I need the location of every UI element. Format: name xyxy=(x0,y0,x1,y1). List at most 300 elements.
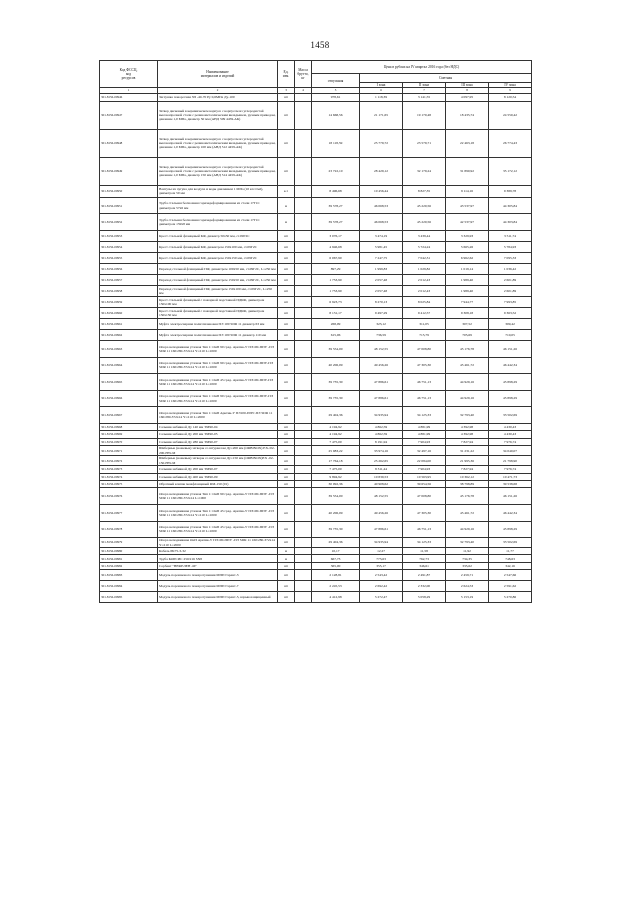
row-price-zone-2: 4 881,99 xyxy=(403,423,446,430)
row-price-zone-3: 45 461,72 xyxy=(446,504,489,521)
row-price-zone-1: 8 191,94 xyxy=(360,438,403,445)
row-price-zone-2: 715,79 xyxy=(403,330,446,341)
row-price-zone-4: 9 389,78 xyxy=(489,185,532,197)
row-price-zone-4: 2 547,66 xyxy=(489,570,532,581)
row-mass xyxy=(295,423,312,430)
row-price-zone-4: 2 601,89 xyxy=(489,275,532,286)
row-code: 301-8156-00972 xyxy=(100,456,158,466)
row-code: 301-8156-00961 xyxy=(100,319,158,330)
row-code: 301-8156-00962 xyxy=(100,330,158,341)
row-mass xyxy=(295,504,312,521)
row-mass xyxy=(295,592,312,603)
row-mass xyxy=(295,538,312,548)
row-price-zone-1: 4 862,59 xyxy=(360,423,403,430)
table-row xyxy=(100,480,532,487)
row-mass xyxy=(295,286,312,297)
row-price-zone-3: 42 537,97 xyxy=(446,214,489,231)
row-name: Опора неподвижная угловая Тип 1: ОнП Арктик-У ПЭ100-ППУ-ПЭ SDR 11 160/280-372х14 Y=210 L=2000 xyxy=(158,407,278,424)
row-unit: шт xyxy=(278,286,295,297)
row-mass xyxy=(295,341,312,358)
row-price-base: 29 404,36 xyxy=(312,407,360,424)
row-price-base: 39 735,30 xyxy=(312,374,360,391)
row-price-zone-4: 309,42 xyxy=(489,319,532,330)
row-price-base: 10,17 xyxy=(312,548,360,555)
table-row xyxy=(100,101,532,129)
row-price-zone-4: 3 511,74 xyxy=(489,231,532,242)
row-name: Опора неподвижная угловая Тип 1: ОнП 45 град. Арктик-У ПЭ100-ППУ -ПЭ SDR 11 160/280-372х14 Y=210 L=1000 xyxy=(158,504,278,521)
row-price-zone-4: 10 471,73 xyxy=(489,473,532,480)
row-code: 301-8156-00983 xyxy=(100,570,158,581)
row-price-zone-1: 2 057,48 xyxy=(360,275,403,286)
row-price-zone-1: 47 886,61 xyxy=(360,521,403,538)
row-price-zone-2: 45 220,56 xyxy=(403,214,446,231)
row-price-base: 978,61 xyxy=(312,93,360,101)
row-mass xyxy=(295,93,312,101)
row-name: Заглушка поворотная ЗП -40-70 Py 0,6МПа Ду-100 xyxy=(158,93,278,101)
row-price-zone-1: 49 456,26 xyxy=(360,504,403,521)
row-mass xyxy=(295,101,312,129)
table-row xyxy=(100,466,532,473)
row-price-zone-4: 46 151,26 xyxy=(489,488,532,505)
row-code: 301-8156-00966 xyxy=(100,390,158,407)
column-index: 8 xyxy=(446,88,489,93)
row-mass xyxy=(295,431,312,438)
row-price-zone-1: 9 497,29 xyxy=(360,308,403,319)
row-price-zone-3: 45 176,78 xyxy=(446,488,489,505)
row-name: Модуль порошкового пожаротушения МПП Гарант-3 xyxy=(158,570,278,581)
row-price-zone-3: 31 231,22 xyxy=(446,446,489,456)
table-row xyxy=(100,286,532,297)
row-unit: шт xyxy=(278,570,295,581)
table-row xyxy=(100,456,532,466)
column-index: 1 xyxy=(100,88,158,93)
row-code: 301-8156-00976 xyxy=(100,488,158,505)
row-price-zone-4: 7 993,85 xyxy=(489,297,532,308)
row-price-base: 39 578,27 xyxy=(312,214,360,231)
row-price-zone-4: 46 151,26 xyxy=(489,341,532,358)
row-unit: шт xyxy=(278,446,295,456)
row-mass xyxy=(295,185,312,197)
row-price-zone-3: 734,35 xyxy=(446,555,489,562)
row-unit: шт xyxy=(278,592,295,603)
row-name: Кабель РК75-3-32 xyxy=(158,548,278,555)
row-price-zone-2: 47 305,30 xyxy=(403,504,446,521)
row-price-zone-3: 18 435,74 xyxy=(446,101,489,129)
row-name: Крест стальной фланцевый с пожарной подставкой ПДКФ, диаметром 150х100 мм xyxy=(158,297,278,308)
row-price-base: 4 946,68 xyxy=(312,242,360,253)
table-row xyxy=(100,357,532,374)
row-price-base: 8 496,68 xyxy=(312,185,360,197)
row-price-zone-4: 45 898,29 xyxy=(489,521,532,538)
row-price-zone-3: 44 929,16 xyxy=(446,521,489,538)
row-unit: шт xyxy=(278,466,295,473)
row-price-zone-3: 44 929,16 xyxy=(446,374,489,391)
row-price-zone-2: 34 125,33 xyxy=(403,407,446,424)
row-price-zone-4: 4 430,43 xyxy=(489,423,532,430)
row-code: 301-8156-00959 xyxy=(100,297,158,308)
row-price-base: 897,29 xyxy=(312,264,360,275)
row-code: 301-8156-00950 xyxy=(100,185,158,197)
row-price-base: 6 067,90 xyxy=(312,253,360,264)
row-price-base: 7 475,00 xyxy=(312,466,360,473)
row-unit: шт xyxy=(278,407,295,424)
row-price-zone-3: 32 793,40 xyxy=(446,538,489,548)
row-mass xyxy=(295,129,312,157)
row-code: 301-8156-00967 xyxy=(100,407,158,424)
row-price-zone-4: 710,05 xyxy=(489,330,532,341)
row-price-zone-1: 5 272,47 xyxy=(360,592,403,603)
row-code: 301-8156-00978 xyxy=(100,521,158,538)
row-price-base: 17 764,18 xyxy=(312,456,360,466)
row-price-zone-3: 38 798,89 xyxy=(446,480,489,487)
row-price-zone-2: 19 170,48 xyxy=(403,101,446,129)
row-code: 301-8156-00985 xyxy=(100,592,158,603)
row-price-zone-2: 8 827,35 xyxy=(403,185,446,197)
row-price-zone-2: 762,73 xyxy=(403,555,446,562)
row-name: Крест стальной фланцевый с пожарной подставкой ПДКФ, диаметром 150х150 мм xyxy=(158,308,278,319)
row-name: Сальник набивной Ду 280 мм ТМ90-07 xyxy=(158,438,278,445)
row-price-zone-2: 45 220,56 xyxy=(403,197,446,214)
row-price-zone-4: 24 550,42 xyxy=(489,101,532,129)
row-price-zone-4: 5 784,93 xyxy=(489,242,532,253)
row-mass xyxy=(295,581,312,592)
row-price-zone-1: 773,63 xyxy=(360,555,403,562)
row-name: Сальник набивной Ду 140 мм ТМ90-04 xyxy=(158,423,278,430)
row-price-zone-1: 2 543,42 xyxy=(360,570,403,581)
column-index: 4 xyxy=(295,88,312,93)
row-price-zone-4: 7 095,33 xyxy=(489,253,532,264)
row-code: 301-8156-00970 xyxy=(100,438,158,445)
table-row xyxy=(100,438,532,445)
row-price-base: 365,00 xyxy=(312,562,360,569)
row-price-zone-1: 8 311,44 xyxy=(360,466,403,473)
row-price-zone-1: 48 152,55 xyxy=(360,341,403,358)
row-price-zone-1: 8 270,13 xyxy=(360,297,403,308)
table-body xyxy=(100,93,532,602)
row-price-zone-1: 3 474,19 xyxy=(360,231,403,242)
row-price-zone-2: 1 029,82 xyxy=(403,264,446,275)
row-unit: шт xyxy=(278,504,295,521)
row-name: Опора неподвижная угловая Тип 1: ОнП 90 град. Арктик-У ПЭ100-ППУ-ПЭ SDR 11 160/280-372х14 Y=210 L=1000 xyxy=(158,390,278,407)
row-unit: шт xyxy=(278,431,295,438)
row-price-zone-2: 2 491,87 xyxy=(403,570,446,581)
row-price-base: 667,73 xyxy=(312,555,360,562)
column-index: 5 xyxy=(312,88,360,93)
row-price-zone-4: 45 898,29 xyxy=(489,390,532,407)
row-price-zone-1: 25 262,65 xyxy=(360,456,403,466)
row-unit: шт xyxy=(278,456,295,466)
row-code: 301-8156-00946 xyxy=(100,93,158,101)
row-mass xyxy=(295,231,312,242)
table-row xyxy=(100,93,532,101)
row-code: 301-8156-00975 xyxy=(100,480,158,487)
table-row xyxy=(100,275,532,286)
column-index: 6 xyxy=(360,88,403,93)
table-row xyxy=(100,264,532,275)
row-unit: шт xyxy=(278,308,295,319)
row-unit: шт xyxy=(278,231,295,242)
row-price-zone-4: 5 270,86 xyxy=(489,592,532,603)
row-name: Вантузы из чугуна для воздуха и воды давлением 1 МПа (10 кгс/см2), диаметром 50 мм xyxy=(158,185,278,197)
row-price-zone-3: 7 827,94 xyxy=(446,438,489,445)
row-price-zone-3: 9 114,16 xyxy=(446,185,489,197)
row-mass xyxy=(295,308,312,319)
row-name: Переход стальной фланцевый ПФ, диаметром 150х50 мм, ст.09Г2С, L=250 мм xyxy=(158,275,278,286)
row-price-zone-4: 11,77 xyxy=(489,548,532,555)
row-code: 301-8156-00952 xyxy=(100,214,158,231)
table-row xyxy=(100,407,532,424)
row-code: 301-8156-00965 xyxy=(100,374,158,391)
row-code: 301-8156-00974 xyxy=(100,473,158,480)
row-price-zone-3: 6 962,62 xyxy=(446,253,489,264)
row-unit: шт xyxy=(278,129,295,157)
row-unit: шт xyxy=(278,157,295,185)
row-code: 301-8156-00947 xyxy=(100,101,158,129)
row-price-base: 1 753,90 xyxy=(312,286,360,297)
row-mass xyxy=(295,197,312,214)
row-price-zone-3: 4 392,98 xyxy=(446,423,489,430)
table-row xyxy=(100,319,532,330)
row-price-zone-3: 7 944,77 xyxy=(446,297,489,308)
row-mass xyxy=(295,562,312,569)
row-mass xyxy=(295,297,312,308)
row-price-zone-1: 2 057,48 xyxy=(360,286,403,297)
row-price-zone-4: 45 898,29 xyxy=(489,374,532,391)
row-price-zone-3: 335,62 xyxy=(446,562,489,569)
row-price-zone-1: 10 456,44 xyxy=(360,185,403,197)
row-code: 301-8156-00951 xyxy=(100,197,158,214)
row-price-zone-2: 5 724,24 xyxy=(403,242,446,253)
row-name: Крест стальной фланцевый КФ, диаметр 50х50 мм, ст.09Г2С xyxy=(158,231,278,242)
table-row xyxy=(100,592,532,603)
price-table-wrapper xyxy=(99,60,532,603)
row-unit: шт xyxy=(278,581,295,592)
row-name: Переход стальной фланцевый ПФ, диаметром 100х50 мм, ст.09Г2С, L=250 мм xyxy=(158,264,278,275)
row-price-zone-4: 2 591,62 xyxy=(489,581,532,592)
row-unit: шт xyxy=(278,275,295,286)
row-name: Опора неподвижная ОнП Арктик-У ПЭ100-ППУ -ПЭ SDR 11 160/280-372х14 Y=210 L=2000 xyxy=(158,538,278,548)
row-price-zone-4: 1 036,42 xyxy=(489,264,532,275)
row-code: 301-8156-00982 xyxy=(100,562,158,569)
row-price-zone-4: 44 305,84 xyxy=(489,197,532,214)
row-code: 301-8156-00956 xyxy=(100,264,158,275)
row-price-base: 4 412,98 xyxy=(312,592,360,603)
row-name: Модуль порошкового пожаротушения МПП Гарант-7 xyxy=(158,581,278,592)
row-name: Сорбент "НЕФЕЛЕН -М" xyxy=(158,562,278,569)
row-code: 301-8156-00979 xyxy=(100,538,158,548)
row-price-zone-4: 44 303,84 xyxy=(489,214,532,231)
row-price-zone-2: 47 008,80 xyxy=(403,488,446,505)
row-price-zone-4: 7 976,74 xyxy=(489,438,532,445)
table-row xyxy=(100,504,532,521)
row-price-zone-2: 3 141,55 xyxy=(403,93,446,101)
row-name: Модуль порошкового пожаротушения МПП Гарант-5, взрывозащищенный xyxy=(158,592,278,603)
row-price-base: 3 076,17 xyxy=(312,231,360,242)
row-price-zone-3: 9 308,18 xyxy=(446,308,489,319)
row-price-base: 615,06 xyxy=(312,330,360,341)
row-mass xyxy=(295,330,312,341)
table-row xyxy=(100,297,532,308)
row-code: 301-8156-00948 xyxy=(100,129,158,157)
row-unit: шт xyxy=(278,264,295,275)
row-mass xyxy=(295,242,312,253)
row-code: 301-8156-00969 xyxy=(100,431,158,438)
table-row xyxy=(100,488,532,505)
row-price-zone-2: 5 058,29 xyxy=(403,592,446,603)
row-price-base: 40 206,09 xyxy=(312,357,360,374)
column-index: 9 xyxy=(489,88,532,93)
row-name: Труба КОРСИС 250/216 SN8 xyxy=(158,555,278,562)
header-zone-3: III зона xyxy=(446,83,489,88)
row-name: Муфта электросварная полиэтиленовая ПЭ 100 SDR 11 диаметр 110 мм xyxy=(158,330,278,341)
row-price-zone-4: 21 798,90 xyxy=(489,456,532,466)
row-code: 301-8156-00971 xyxy=(100,446,158,456)
row-price-zone-4: 7 976,74 xyxy=(489,466,532,473)
header-price-title: Цена в рублях на IV квартал 2016 года (без НДС) xyxy=(312,61,532,74)
row-price-zone-3: 3 329,93 xyxy=(446,231,489,242)
row-name: Опора неподвижная угловая Тип 1: ОнП 45 град. Арктик-У ПЭ100-ППУ -ПЭ SDR 11 160/280-372х14 Y=210 L=1000 xyxy=(158,521,278,538)
row-mass xyxy=(295,264,312,275)
row-code: 301-8156-00977 xyxy=(100,504,158,521)
row-mass xyxy=(295,319,312,330)
row-price-zone-2: 32 497,16 xyxy=(403,446,446,456)
row-price-zone-4: 46 442,34 xyxy=(489,357,532,374)
row-price-base: 4 194,92 xyxy=(312,431,360,438)
row-price-zone-3: 21 995,36 xyxy=(446,456,489,466)
header-zone-1: I зона xyxy=(360,83,403,88)
row-mass xyxy=(295,214,312,231)
row-price-zone-1: 47 886,61 xyxy=(360,390,403,407)
row-price-zone-1: 12,27 xyxy=(360,548,403,555)
row-price-zone-1: 21 171,65 xyxy=(360,101,403,129)
row-unit: шт xyxy=(278,330,295,341)
row-price-zone-2: 7 042,31 xyxy=(403,253,446,264)
row-mass xyxy=(295,275,312,286)
row-mass xyxy=(295,548,312,555)
table-row xyxy=(100,308,532,319)
row-price-zone-3: 4 392,98 xyxy=(446,431,489,438)
row-price-zone-4: 342,16 xyxy=(489,562,532,569)
row-price-zone-1: 28 429,12 xyxy=(360,157,403,185)
row-unit: м xyxy=(278,214,295,231)
column-index: 3 xyxy=(278,88,295,93)
row-price-zone-2: 2 332,00 xyxy=(403,581,446,592)
row-price-zone-2: 46 751,13 xyxy=(403,521,446,538)
table-row xyxy=(100,242,532,253)
row-code: 301-8156-00963 xyxy=(100,341,158,358)
row-price-zone-2: 46 751,13 xyxy=(403,374,446,391)
row-price-zone-1: 7 247,75 xyxy=(360,253,403,264)
table-row xyxy=(100,253,532,264)
column-index: 7 xyxy=(403,88,446,93)
row-code: 301-8156-00968 xyxy=(100,423,158,430)
row-unit: шт xyxy=(278,521,295,538)
row-mass xyxy=(295,480,312,487)
row-price-zone-3: 5 665,26 xyxy=(446,242,489,253)
table-header xyxy=(100,61,532,94)
row-name: Опора неподвижная угловая Тип 1: ОнП 90 град. Арктик-У ПЭ100-ППУ-ПЭ SDR 11 160/280-372х14 Y=210 L=1000 xyxy=(158,357,278,374)
row-price-zone-2: 32 179,24 xyxy=(403,157,446,185)
row-price-zone-1: 10 839,53 xyxy=(360,473,403,480)
row-code: 301-8156-00973 xyxy=(100,466,158,473)
row-price-zone-4: 34 040,07 xyxy=(489,446,532,456)
row-mass xyxy=(295,473,312,480)
row-name: Опора неподвижная угловая Тип 1: ОнП 90 град. Арктик-У ПЭ100-ППУ -ПЭ SDR 11 160/280-372х14 Y=210 L=1000 xyxy=(158,341,278,358)
row-price-base: 7 475,00 xyxy=(312,438,360,445)
table-row xyxy=(100,431,532,438)
table-row xyxy=(100,570,532,581)
row-price-base: 268,09 xyxy=(312,319,360,330)
row-price-zone-1: 5 981,45 xyxy=(360,242,403,253)
row-price-zone-1: 323,12 xyxy=(360,319,403,330)
row-price-zone-3: 705,69 xyxy=(446,330,489,341)
row-price-base: 4 194,92 xyxy=(312,423,360,430)
row-code: 301-8156-00981 xyxy=(100,555,158,562)
row-price-base: 2 245,53 xyxy=(312,581,360,592)
row-mass xyxy=(295,157,312,185)
row-price-zone-4: 33 502,69 xyxy=(489,407,532,424)
row-price-zone-4: 9 363,52 xyxy=(489,308,532,319)
header-zone-2: II зона xyxy=(403,83,446,88)
row-price-base: 14 668,56 xyxy=(312,101,360,129)
row-price-base: 9 894,92 xyxy=(312,473,360,480)
row-unit: шт xyxy=(278,390,295,407)
row-name: Затвор дисковый в керамическом корпусе с корпусом из углеродистой высокопрочной стали с резинометаллическим вкладышем, ручным приводом, давление 1,0 МПа, диаметр 100 мм (АНД 512 4459-АК) xyxy=(158,129,278,157)
row-unit: шт xyxy=(278,538,295,548)
row-price-zone-1: 355,17 xyxy=(360,562,403,569)
row-code: 301-8156-00964 xyxy=(100,357,158,374)
row-mass xyxy=(295,357,312,374)
row-price-zone-2: 34 125,33 xyxy=(403,538,446,548)
table-row xyxy=(100,129,532,157)
row-unit: м xyxy=(278,548,295,555)
row-price-zone-3: 5 153,19 xyxy=(446,592,489,603)
row-price-zone-1: 1 999,83 xyxy=(360,264,403,275)
header-name: Наименование материалов и изделий xyxy=(158,61,278,88)
row-price-zone-2: 7 904,93 xyxy=(403,466,446,473)
row-price-zone-3: 1 989,40 xyxy=(446,286,489,297)
row-price-zone-2: 2 012,43 xyxy=(403,286,446,297)
row-price-base: 23 722,10 xyxy=(312,157,360,185)
row-price-zone-4: 4 430,43 xyxy=(489,431,532,438)
row-price-zone-1: 46 068,53 xyxy=(360,214,403,231)
header-code: Код ФССЦ, код ресурсов xyxy=(100,61,158,88)
row-price-zone-3: 31 890,92 xyxy=(446,157,489,185)
row-price-zone-2: 311,05 xyxy=(403,319,446,330)
row-price-base: 29 404,36 xyxy=(312,538,360,548)
row-price-zone-1: 47 886,61 xyxy=(360,374,403,391)
row-name: Муфта электросварная полиэтиленовая ПЭ 100 SDR 11 диаметр 63 мм xyxy=(158,319,278,330)
row-unit: шт xyxy=(278,101,295,129)
row-mass xyxy=(295,374,312,391)
header-unit: Ед. изм. xyxy=(278,61,295,88)
row-unit: м xyxy=(278,197,295,214)
row-price-zone-3: 7 827,94 xyxy=(446,466,489,473)
row-unit: шт xyxy=(278,341,295,358)
row-price-zone-1: 34 935,94 xyxy=(360,407,403,424)
row-price-zone-2: 2 012,43 xyxy=(403,275,446,286)
row-price-zone-1: 736,59 xyxy=(360,330,403,341)
table-row xyxy=(100,390,532,407)
table-row xyxy=(100,548,532,555)
row-price-zone-4: 748,63 xyxy=(489,555,532,562)
row-price-zone-1: 25 779,72 xyxy=(360,129,403,157)
row-unit: шт xyxy=(278,480,295,487)
table-row xyxy=(100,330,532,341)
row-mass xyxy=(295,253,312,264)
row-price-base: 6 923,73 xyxy=(312,297,360,308)
row-unit: шт xyxy=(278,357,295,374)
